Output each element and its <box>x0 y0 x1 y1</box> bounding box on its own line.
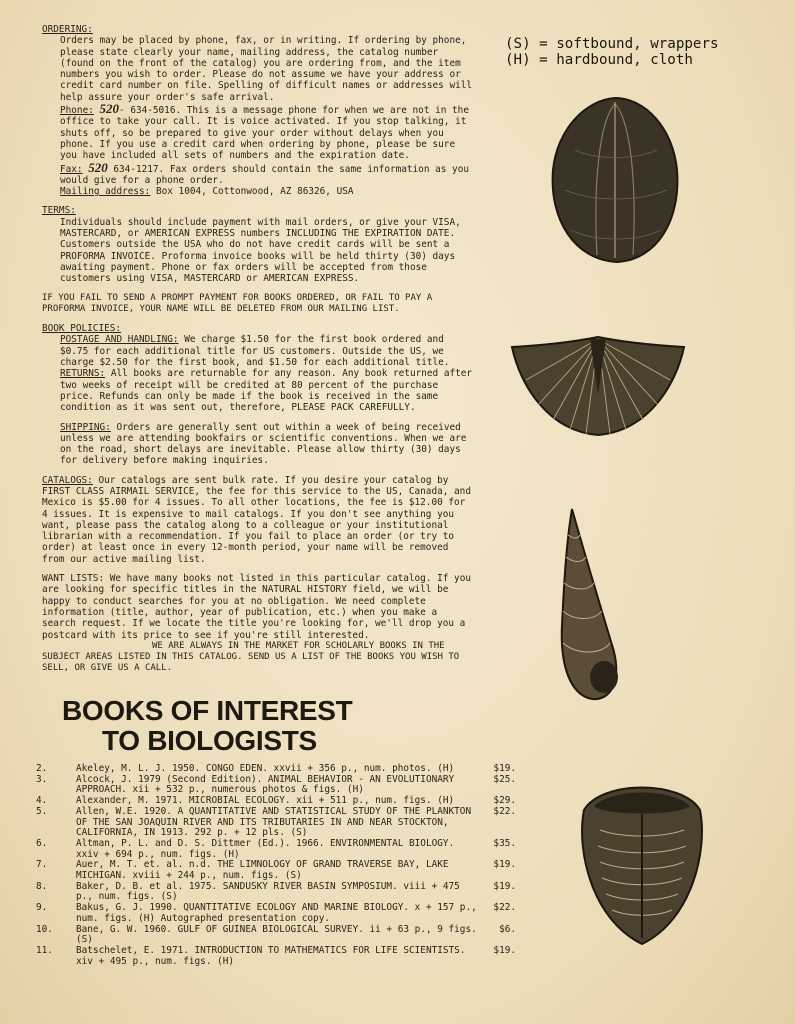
shipping-paragraph <box>42 422 474 467</box>
mail-label: Mailing address: <box>60 186 151 198</box>
postage-text: We charge $1.50 for the first book ordered and $0.75 for each additional title for US customers. Outside the US, we charge $2.50 for the first book, and $1.50 for each additional title. <box>60 334 450 369</box>
book-number: 8. <box>36 880 48 892</box>
market-notice: WE ARE ALWAYS IN THE MARKET FOR SCHOLARLY BOOKS IN THE SUBJECT AREAS LISTED IN THIS CATALOG. SEND US A LIST OF THE BOOKS YOU WISH TO SELL, OR GIVE US A CALL. <box>42 640 460 674</box>
book-description: Allen, W.E. 1920. A QUANTITATIVE AND STATISTICAL STUDY OF THE PLANKTON OF THE SAN JOAQUIN RIVER AND ITS TRIBUTARIES IN AND NEAR STOCKTON, CALIFORNIA, IN 1913. 292 p. + 12 pls. (S) <box>76 805 472 839</box>
catalogs-text: Our catalogs are sent bulk rate. If you desire your catalog by FIRST CLASS AIRMAIL SERVICE, the fee for this service to the US, Canada, and Mexico is $5.00 for 4 issues. To all other locations, the fee is $12.00 for 4 issues. It is expensive to mail catalogs. If you don't see anything you want, please pass the catalog along to a colleague or your institutional librarian with a recommendation. If you fail to place an order (or try to order) at least once in every 12-month period, your name will be removed from our active mailing list. <box>42 474 471 565</box>
book-number: 7. <box>36 859 48 871</box>
book-price: $29. <box>493 795 516 807</box>
book-entry <box>36 925 526 946</box>
book-number: 10. <box>36 923 53 935</box>
terms-heading: TERMS: <box>42 205 76 217</box>
book-price: $19. <box>493 763 516 774</box>
ordering-intro: Orders may be placed by phone, fax, or in writing. If ordering by phone, please state clearly your name, mailing address, the catalog number (found on the front of the catalog) you are ordering from, and the item numbers you wish to order. Please do not assume we have your address or credit card number on file. Spelling of difficult names or addresses will help assure your order's safe arrival. <box>60 35 473 103</box>
fax-text: 634-1217. Fax orders should contain the same information as you would give for a phone order. <box>60 163 469 186</box>
shipping-section <box>42 422 474 467</box>
ordering-section <box>42 24 474 197</box>
want-lists-text: We have many books not listed in this particular catalog. If you are looking for specific titles in the NATURAL HISTORY field, we will be happy to conduct searches for you at no obligation. We need complete information (title, author, year of publication, etc.) when you make a search request. If we locate the title you're looking for, we'll drop you a postcard with its price to see if you're still interested. <box>42 573 471 641</box>
book-description: Alcock, J. 1979 (Second Edition). ANIMAL BEHAVIOR - AN EVOLUTIONARY APPROACH. xii + 532 p., numerous photos & figs. (H) <box>76 773 455 796</box>
want-lists-label: WANT LISTS: <box>42 573 105 585</box>
book-description: Alexander, M. 1971. MICROBIAL ECOLOGY. xii + 511 p., num. figs. (H) <box>76 795 455 807</box>
postage-paragraph <box>42 334 474 368</box>
book-entry <box>36 882 526 903</box>
catalogs-label: CATALOGS: <box>42 474 93 486</box>
trilobite-fossil-icon <box>572 770 712 950</box>
book-number: 2. <box>36 763 48 774</box>
phone-paragraph <box>42 103 474 161</box>
book-price: $35. <box>493 837 516 849</box>
spiriferid-fossil-icon <box>508 335 688 440</box>
book-price: $19. <box>493 880 516 892</box>
postage-label: POSTAGE AND HANDLING: <box>60 334 179 346</box>
catalogs-section <box>42 475 474 565</box>
legend-softbound: (S) = softbound, wrappers <box>505 36 719 52</box>
book-description: Auer, M. T. et. al. n.d. THE LIMNOLOGY OF GRAND TRAVERSE BAY, LAKE MICHIGAN. xviii + 244 p., num. figs. (S) <box>76 859 449 882</box>
book-number: 11. <box>36 944 53 956</box>
policies-column <box>42 24 474 683</box>
mail-paragraph <box>42 186 474 197</box>
terms-warning: IF YOU FAIL TO SEND A PROMPT PAYMENT FOR BOOKS ORDERED, OR FAIL TO PAY A PROFORMA INVOICE, YOUR NAME WILL BE DELETED FROM OUR MAILING LIST. <box>42 292 433 314</box>
terms-body: Individuals should include payment with mail orders, or give your VISA, MASTERCARD, or AMERICAN EXPRESS numbers INCLUDING THE EXPIRATION DATE. Customers outside the USA who do not have credit cards will be sent a PROFORMA INVOICE. Proforma invoice books will be held thirty (30) days awaiting payment. Phone or fax orders will be accepted from those customers using VISA, MASTERCARD or AMERICAN EXPRESS. <box>60 216 461 285</box>
phone-label: Phone: <box>60 105 94 117</box>
book-number: 4. <box>36 795 48 807</box>
heading-line-2: TO BIOLOGISTS <box>102 725 317 756</box>
book-description: Baker, D. B. et al. 1975. SANDUSKY RIVER BASIN SYMPOSIUM. viii + 475 p., num. figs. (S) <box>76 880 460 903</box>
book-description: Altman, P. L. and D. S. Dittmer (Ed.). 1966. ENVIRONMENTAL BIOLOGY. xxiv + 694 p., num. figs. (H) <box>76 837 455 860</box>
want-lists-section <box>42 573 474 675</box>
book-price: $19. <box>493 859 516 871</box>
legend-hardbound: (H) = hardbound, cloth <box>505 52 693 68</box>
binding-legend <box>505 36 719 68</box>
returns-text: All books are returnable for any reason. Any book returned after two weeks of receipt will be credited at 80 percent of the purchase price. Refunds can only be made if the book is received in the same condition as it was sent out, therefore, PLEASE PACK CAREFULLY. <box>60 368 473 414</box>
want-lists-paragraph <box>42 573 474 641</box>
book-number: 6. <box>36 837 48 849</box>
phone-area-code: 520 <box>99 101 120 117</box>
book-price: $19. <box>493 944 516 956</box>
book-price: $25. <box>493 773 516 785</box>
book-entry <box>36 860 526 881</box>
phone-text: - 634-5016. This is a message phone for when we are not in the office to take your call. It is voice activated. If you stop talking, it shuts off, so be prepared to give your order without delays when you phone. If you use a credit card when ordering by phone, please be sure you have included all sets of numbers and the expiration date. <box>60 105 469 162</box>
book-price: $22. <box>493 805 516 817</box>
book-number: 5. <box>36 805 48 817</box>
book-price: $22. <box>493 902 516 914</box>
fax-paragraph <box>42 159 474 187</box>
book-entry <box>36 903 526 924</box>
book-list <box>36 764 526 967</box>
book-number: 3. <box>36 773 48 785</box>
book-entry <box>36 775 526 796</box>
brachiopod-fossil-icon <box>545 90 685 270</box>
book-description: Batschelet, E. 1971. INTRODUCTION TO MATHEMATICS FOR LIFE SCIENTISTS. xiv + 495 p., num. figs. (H) <box>76 944 466 967</box>
shipping-text: Orders are generally sent out within a week of being received unless we are attending bookfairs or scientific conventions. When we are on the road, short delays are inevitable. Please allow thirty (30) days for delivery before making inquiries. <box>60 421 467 467</box>
book-policies-section <box>42 323 474 413</box>
book-entry <box>36 807 526 839</box>
book-entry <box>36 946 526 967</box>
book-price: $6. <box>499 923 516 935</box>
shipping-label: SHIPPING: <box>60 421 111 433</box>
heading-line-1: BOOKS OF INTEREST <box>62 695 353 726</box>
returns-paragraph <box>42 368 474 413</box>
book-description: Bane, G. W. 1960. GULF OF GUINEA BIOLOGICAL SURVEY. ii + 63 p., 9 figs. (S) <box>76 923 477 946</box>
book-entry <box>36 839 526 860</box>
mail-address: Box 1004, Cottonwood, AZ 86326, USA <box>155 186 354 198</box>
fax-area-code: 520 <box>88 159 108 175</box>
book-description: Bakus, G. J. 1990. QUANTITATIVE ECOLOGY AND MARINE BIOLOGY. x + 157 p., num. figs. (H) Autographed presentation copy. <box>76 902 477 924</box>
gastropod-shell-icon <box>552 505 647 705</box>
ordering-heading: ORDERING: <box>42 24 93 35</box>
book-description: Akeley, M. L. J. 1950. CONGO EDEN. xxvii + 356 p., num. photos. (H) <box>76 763 455 774</box>
catalogs-paragraph <box>42 475 474 565</box>
page-heading <box>62 696 442 756</box>
fax-label: Fax: <box>60 163 83 175</box>
book-number: 9. <box>36 902 48 914</box>
returns-label: RETURNS: <box>60 368 106 380</box>
book-policies-heading: BOOK POLICIES: <box>42 323 122 335</box>
terms-section <box>42 205 474 315</box>
